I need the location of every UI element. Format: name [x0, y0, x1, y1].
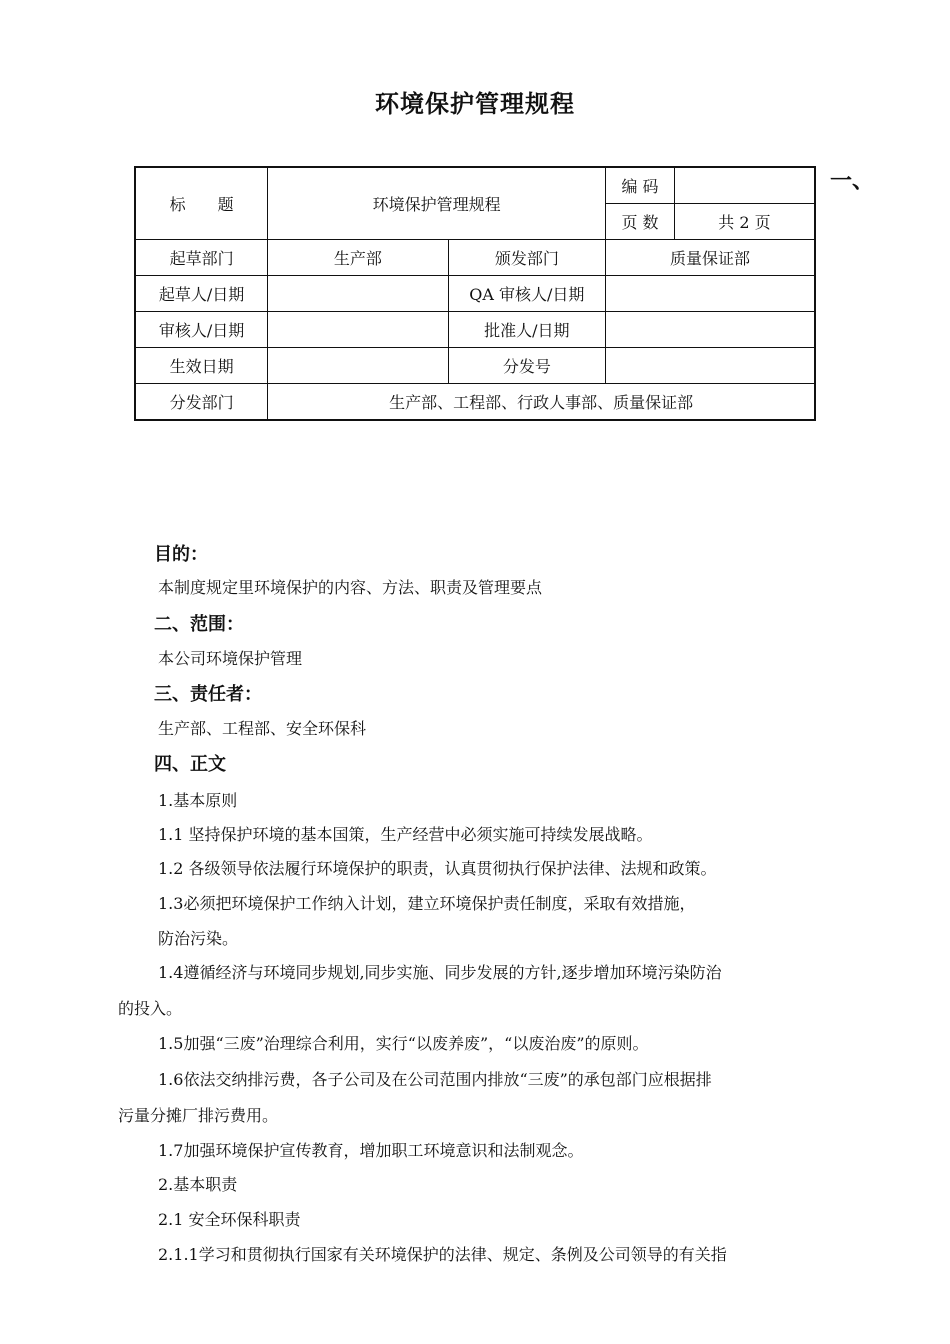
- qa-reviewer-label: QA 审核人/日期: [448, 276, 606, 312]
- issue-dept-value: 质量保证部: [606, 240, 815, 276]
- paragraph: 1.7加强环境保护宣传教育，增加职工环境意识和法制观念。: [158, 1141, 584, 1160]
- document-title: 环境保护管理规程: [375, 90, 575, 118]
- reviewer-value: [268, 312, 448, 348]
- paragraph: 1.4遵循经济与环境同步规划,同步实施、同步发展的方针,逐步增加环境污染防治: [158, 963, 722, 982]
- effective-date-label: 生效日期: [135, 348, 268, 384]
- drafter-value: [268, 276, 448, 312]
- paragraph: 1.3必须把环境保护工作纳入计划，建立环境保护责任制度，采取有效措施，: [158, 894, 696, 913]
- drafter-label: 起草人/日期: [135, 276, 268, 312]
- paragraph: 的投入。: [118, 999, 183, 1018]
- distribution-dept-label: 分发部门: [135, 384, 268, 421]
- purpose-heading: 目的：: [154, 544, 208, 565]
- paragraph: 1.5加强“三废”治理综合利用，实行“以废养废”，“以废治废”的原则。: [158, 1034, 649, 1053]
- purpose-text: 本制度规定里环境保护的内容、方法、职责及管理要点: [158, 578, 543, 597]
- paragraph: 1.2 各级领导依法履行环境保护的职责，认真贯彻执行保护法律、法规和政策。: [158, 859, 717, 878]
- paragraph: 2.1.1学习和贯彻执行国家有关环境保护的法律、规定、条例及公司领导的有关指: [158, 1245, 727, 1264]
- body-heading: 四、正文: [154, 754, 226, 775]
- effective-date-value: [268, 348, 448, 384]
- title-label: 标 题: [135, 167, 268, 240]
- distribution-dept-value: 生产部、工程部、行政人事部、质量保证部: [268, 384, 815, 421]
- draft-dept-label: 起草部门: [135, 240, 268, 276]
- distribution-no-label: 分发号: [448, 348, 606, 384]
- distribution-no-value: [606, 348, 815, 384]
- document-meta-table: [134, 166, 816, 421]
- paragraph: 2.1 安全环保科职责: [158, 1210, 301, 1229]
- paragraph: 1.6依法交纳排污费，各子公司及在公司范围内排放“三废”的承包部门应根据排: [158, 1070, 712, 1089]
- scope-text: 本公司环境保护管理: [158, 649, 303, 668]
- paragraph: 2.基本职责: [158, 1175, 238, 1194]
- reviewer-label: 审核人/日期: [135, 312, 268, 348]
- title-value: 环境保护管理规程: [268, 167, 606, 240]
- section-number-mark: 一、: [830, 169, 875, 194]
- pages-label: 页 数: [606, 204, 675, 240]
- paragraph: 防治污染。: [158, 929, 239, 948]
- code-value: [674, 167, 815, 204]
- responsibility-text: 生产部、工程部、安全环保科: [158, 719, 367, 738]
- pages-value: 共 2 页: [674, 204, 815, 240]
- scope-heading: 二、范围：: [154, 614, 244, 635]
- issue-dept-label: 颁发部门: [448, 240, 606, 276]
- paragraph: 1.基本原则: [158, 791, 238, 810]
- responsibility-heading: 三、责任者：: [154, 684, 262, 705]
- draft-dept-value: 生产部: [268, 240, 448, 276]
- qa-reviewer-value: [606, 276, 815, 312]
- code-label: 编 码: [606, 167, 675, 204]
- paragraph: 1.1 坚持保护环境的基本国策，生产经营中必须实施可持续发展战略。: [158, 825, 653, 844]
- approver-label: 批准人/日期: [448, 312, 606, 348]
- approver-value: [606, 312, 815, 348]
- paragraph: 污量分摊厂排污费用。: [118, 1106, 279, 1125]
